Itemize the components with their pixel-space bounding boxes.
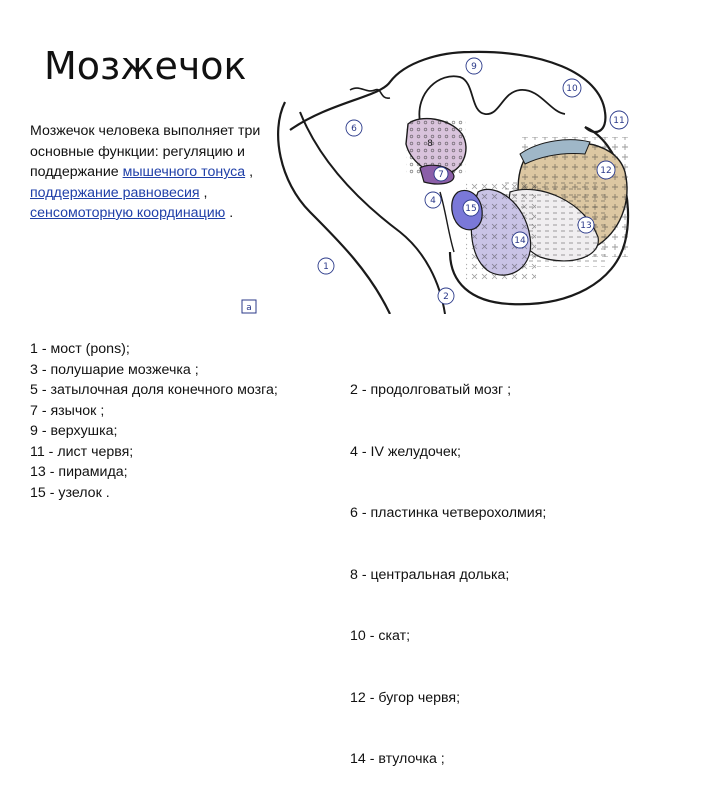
- marker-6: [346, 120, 362, 136]
- svg-text:4: 4: [430, 196, 436, 206]
- svg-text:2: 2: [443, 292, 449, 302]
- panel-label: а: [246, 303, 252, 313]
- intro-text: Мозжечок человека выполняет три основные функции: регуляцию и поддержание: [30, 123, 261, 180]
- legend-item: 10 - скат;: [350, 628, 411, 644]
- marker-8: [427, 139, 433, 149]
- marker-1: [318, 258, 334, 274]
- legend-item: 6 - пластинка четверохолмия;: [350, 505, 547, 521]
- legend-item: 14 - втулочка ;: [350, 751, 445, 767]
- legend-left: [30, 339, 278, 503]
- svg-text:13: 13: [580, 221, 592, 231]
- intro-separator: ,: [199, 184, 208, 201]
- legend-item: 4 - IV желудочек;: [350, 443, 461, 460]
- intro-paragraph: [30, 121, 262, 224]
- marker-7: [434, 167, 448, 181]
- legend-item: 13 - пирамида;: [30, 464, 128, 480]
- legend-item: 2 - продолговатый мозг ;: [350, 382, 512, 398]
- intro-text-end: .: [225, 205, 234, 221]
- svg-text:15: 15: [465, 204, 477, 214]
- marker-2: [438, 288, 454, 304]
- legend-right: [350, 339, 546, 790]
- svg-text:14: 14: [514, 236, 526, 246]
- marker-11: [610, 111, 628, 129]
- link-sensorimotor-coordination[interactable]: сенсомоторную координацию: [30, 205, 226, 221]
- link-balance[interactable]: поддержание равновесия: [30, 184, 200, 201]
- svg-text:9: 9: [471, 62, 477, 72]
- legend-item: 3 - полушарие мозжечка ;: [30, 361, 199, 378]
- svg-text:8: 8: [427, 139, 433, 149]
- marker-14: [512, 232, 528, 248]
- brainstem: [278, 102, 390, 314]
- svg-text:12: 12: [600, 166, 612, 176]
- legend-item: 1 - мост (pons);: [30, 341, 130, 357]
- link-muscle-tone[interactable]: мышечного тонуса: [122, 164, 246, 180]
- cerebellum-diagram: [240, 42, 640, 314]
- intro-separator: ,: [245, 164, 254, 180]
- svg-text:7: 7: [438, 170, 444, 180]
- marker-3: [578, 217, 594, 233]
- marker-10: [563, 79, 581, 97]
- svg-text:11: 11: [613, 116, 625, 126]
- page-title: Мозжечок: [44, 44, 247, 88]
- marker-4: [425, 192, 441, 208]
- legend-item: 15 - узелок .: [30, 484, 110, 501]
- legend-item: 5 - затылочная доля конечного мозга;: [30, 382, 278, 398]
- legend-item: 11 - лист червя;: [30, 443, 134, 460]
- svg-text:10: 10: [566, 84, 578, 94]
- marker-12: [597, 161, 615, 179]
- legend-item: 9 - верхушка;: [30, 423, 118, 439]
- legend-item: 8 - центральная долька;: [350, 566, 510, 583]
- marker-9: [466, 58, 482, 74]
- svg-text:6: 6: [351, 124, 357, 134]
- svg-text:1: 1: [323, 262, 329, 272]
- marker-15: [463, 200, 479, 216]
- upper-folds: [419, 76, 565, 122]
- legend-item: 7 - язычок ;: [30, 402, 105, 419]
- legend-item: 12 - бугор червя;: [350, 689, 461, 706]
